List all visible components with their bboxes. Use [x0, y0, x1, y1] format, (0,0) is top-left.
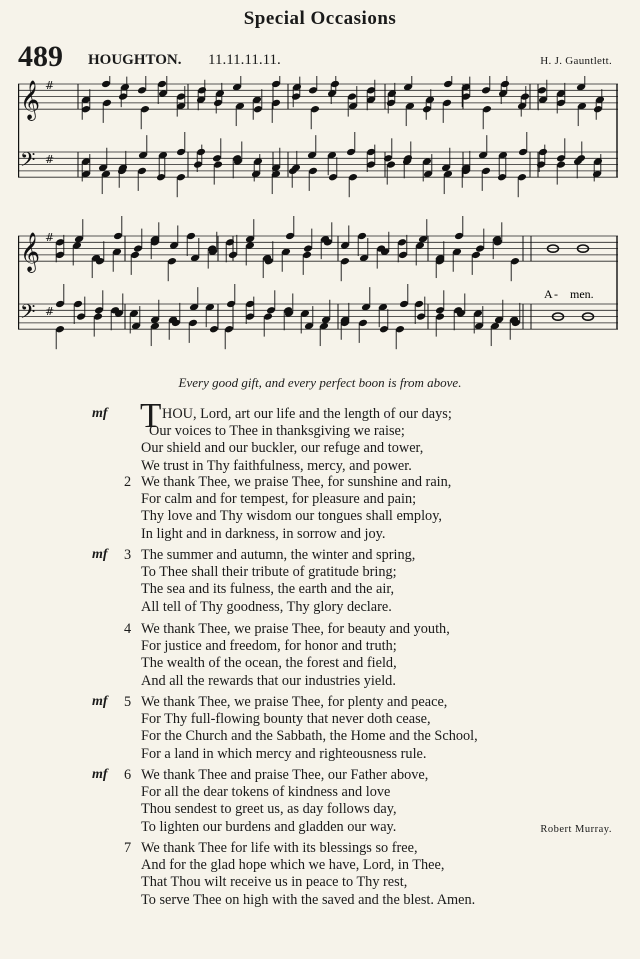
stanza-line: We trust in Thy faithfulness, mercy, and power. — [141, 457, 412, 474]
amen-syllable-hyphen: - — [554, 287, 558, 301]
stanza-line: We thank Thee, we praise Thee, for sunshine and rain, — [141, 474, 452, 490]
dynamic-marking: mf — [92, 406, 108, 421]
stanza-line: Our voices to Thee in thanksgiving we raise; — [149, 423, 405, 440]
dynamic-marking: mf — [92, 547, 108, 562]
composer: H. J. Gauntlett. — [540, 55, 612, 67]
stanza-line: We thank Thee, we praise Thee, for plenty and peace, — [141, 694, 448, 710]
stanza-number: 7 — [124, 840, 132, 856]
stanza-line: For all the dear tokens of kindness and love — [141, 784, 391, 801]
author: Robert Murray. — [540, 824, 612, 835]
stanza-number: 4 — [124, 621, 132, 637]
stanza-line: For calm and for tempest, for pleasure and pain; — [141, 491, 417, 508]
stanza-line: Thou sendest to greet us, as day follows day, — [141, 801, 397, 818]
stanza-line: For a land in which mercy and righteousness rule. — [141, 745, 427, 762]
stanza-line: To Thee shall their tribute of gratitude bring; — [141, 564, 397, 581]
stanza-line: We thank Thee and praise Thee, our Father above, — [141, 767, 429, 783]
stanza-line: To serve Thee on high with the saved and the blest. Amen. — [141, 891, 476, 908]
stanza-line: And all the rewards that our industries yield. — [141, 672, 396, 689]
stanza-line: The summer and autumn, the winter and spring, — [141, 547, 416, 563]
dynamic-marking: mf — [92, 767, 108, 782]
stanza-line: HOU, Lord, art our life and the length of our days; — [162, 406, 452, 422]
stanza-number: 2 — [124, 474, 132, 490]
key-signature-sharp: # — [45, 153, 55, 166]
amen-syllable-a: A — [544, 287, 553, 301]
stanza-line: For justice and freedom, for honor and truth; — [141, 638, 397, 655]
tune-name: HOUGHTON. — [88, 52, 182, 68]
music-score — [18, 76, 620, 361]
key-signature-sharp: # — [45, 79, 55, 92]
stanza-line: Thy love and Thy wisdom our tongues shall employ, — [141, 508, 442, 525]
stanza-line: For Thy full-flowing bounty that never doth cease, — [141, 711, 431, 728]
meter: 11.11.11.11. — [208, 52, 281, 68]
treble-clef-icon: 𝄞 — [20, 232, 41, 272]
drop-cap: T — [140, 396, 162, 435]
section-title: Special Occasions — [243, 8, 397, 29]
stanza-line: That Thou wilt receive us in peace to Thy rest, — [141, 874, 408, 891]
stanza-line: To lighten our burdens and gladden our way. — [141, 818, 397, 835]
amen-syllable-men: men. — [570, 287, 594, 301]
stanza-number: 3 — [124, 547, 132, 563]
bass-clef-icon: 𝄢 — [20, 300, 36, 328]
stanza-number: 6 — [124, 767, 132, 783]
stanza-line: And for the glad hope which we have, Lord, in Thee, — [141, 857, 445, 874]
key-signature-sharp: # — [45, 231, 55, 244]
stanza-line: The wealth of the ocean, the forest and field, — [141, 655, 397, 672]
hymn-heading — [18, 40, 612, 74]
dynamic-marking: mf — [92, 694, 108, 709]
stanza-line: Our shield and our buckler, our refuge and tower, — [141, 440, 424, 457]
hymn-number: 489 — [18, 40, 63, 73]
stanza-line: We thank Thee, we praise Thee, for beauty and youth, — [141, 621, 450, 637]
stanza-line: We thank Thee for life with its blessings so free, — [141, 840, 418, 856]
stanza-number: 5 — [124, 694, 132, 710]
stanza-line: All tell of Thy goodness, Thy glory declare. — [141, 598, 392, 615]
stanza-line: In light and in darkness, in sorrow and joy. — [141, 525, 386, 542]
stanza-line: The sea and its fulness, the earth and the air, — [141, 581, 395, 598]
bass-clef-icon: 𝄢 — [20, 148, 36, 176]
key-signature-sharp: # — [45, 305, 55, 318]
treble-clef-icon: 𝄞 — [20, 80, 41, 120]
stanza-line: For the Church and the Sabbath, the Home and the School, — [141, 728, 478, 745]
epigraph: Every good gift, and every perfect boon is from above. — [178, 375, 462, 390]
